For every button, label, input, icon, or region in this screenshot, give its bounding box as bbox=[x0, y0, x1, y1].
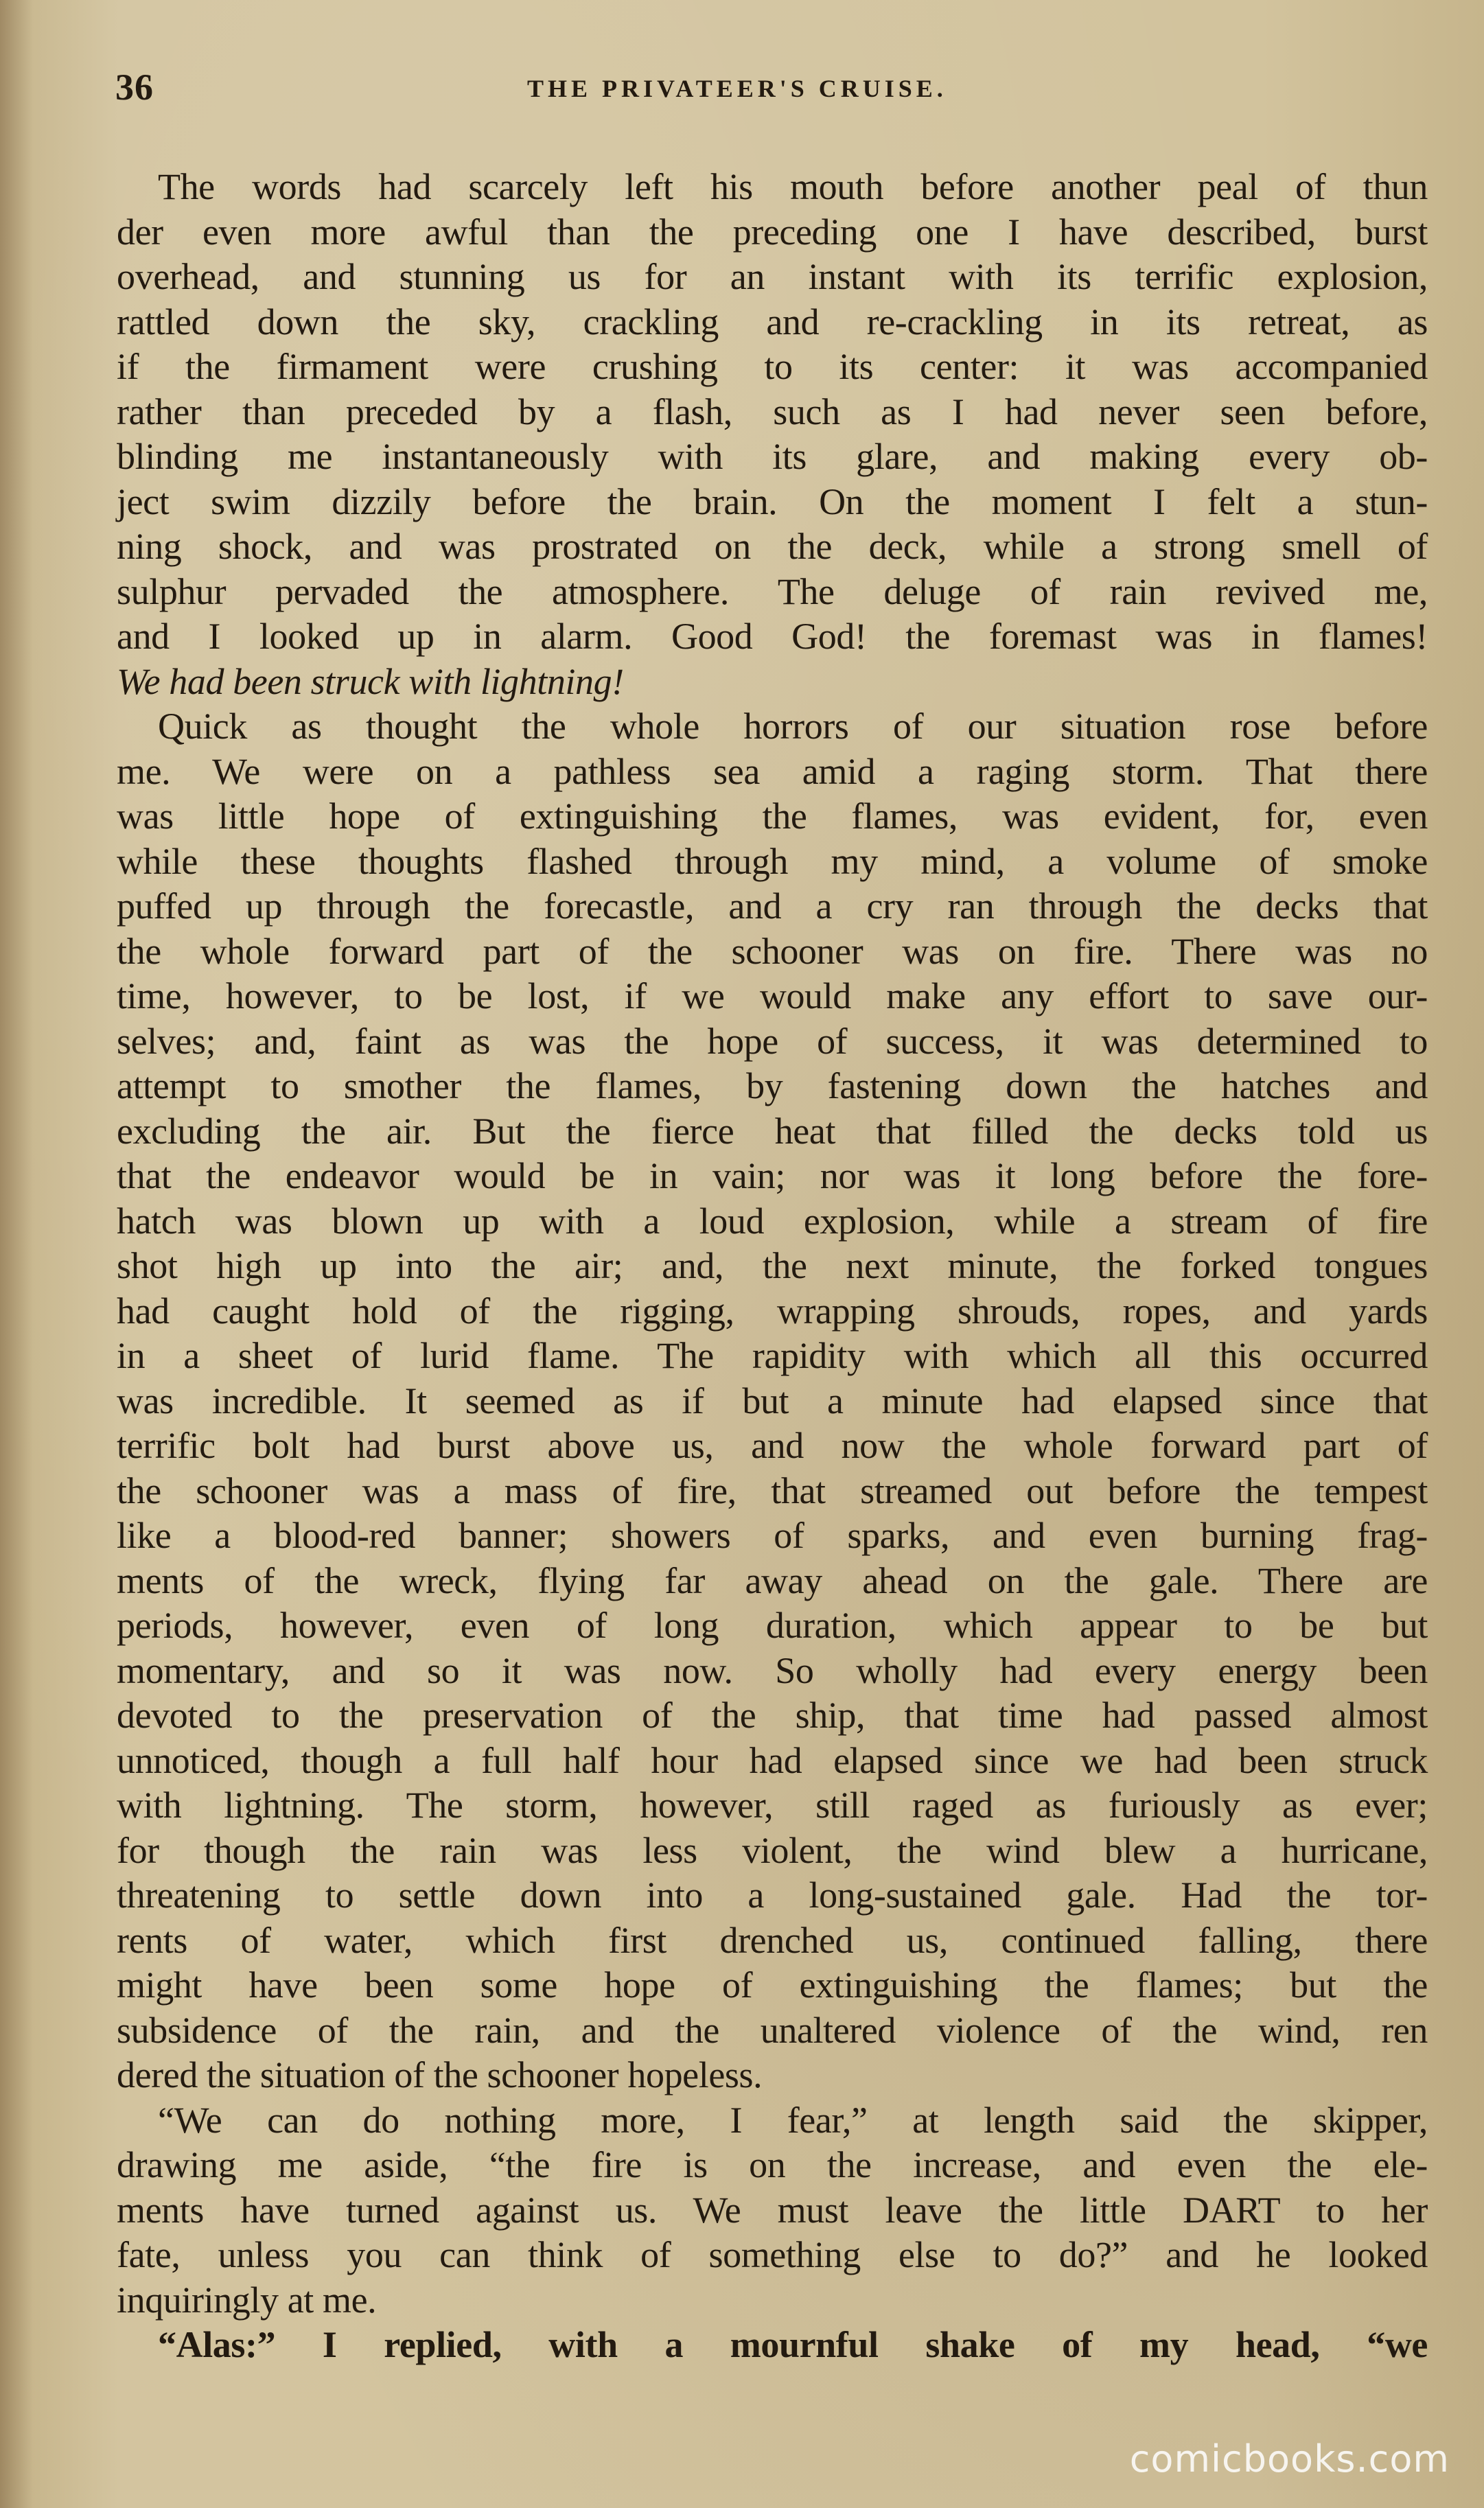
text-line: overhead, and stunning us for an instant with its terrific explosion, bbox=[117, 256, 1428, 297]
text-line: The words had scarcely left his mouth before another peal of thun bbox=[158, 166, 1428, 207]
text-line: blinding me instantaneously with its glare, and making every ob- bbox=[117, 436, 1428, 477]
text-line: ject swim dizzily before the brain. On the moment I felt a stun- bbox=[117, 480, 1428, 522]
text-line: periods, however, even of long duration, which appear to be but bbox=[117, 1605, 1428, 1646]
text-line: like a blood-red banner; showers of sparks, and even burning frag- bbox=[117, 1515, 1428, 1556]
text-line: We had been struck with lightning! bbox=[117, 660, 624, 702]
text-line: with lightning. The storm, however, still raged as furiously as ever; bbox=[117, 1785, 1428, 1826]
text-line: the schooner was a mass of fire, that streamed out before the tempest bbox=[117, 1470, 1428, 1511]
text-line: ning shock, and was prostrated on the deck, while a strong smell of bbox=[117, 526, 1428, 567]
text-line: shot high up into the air; and, the next minute, the forked tongues bbox=[117, 1245, 1428, 1286]
text-line: selves; and, faint as was the hope of success, it was determined to bbox=[117, 1020, 1428, 1062]
text-line: rather than preceded by a flash, such as I had never seen before, bbox=[117, 391, 1428, 432]
text-line: momentary, and so it was now. So wholly had every energy been bbox=[117, 1649, 1428, 1691]
text-line: excluding the air. But the fierce heat that filled the decks told us bbox=[117, 1110, 1428, 1152]
running-head bbox=[115, 66, 1443, 114]
text-line: in a sheet of lurid flame. The rapidity with which all this occurred bbox=[117, 1335, 1428, 1376]
text-line: ments have turned against us. We must leave the little DART to her bbox=[117, 2189, 1428, 2231]
text-line: ments of the wreck, flying far away ahead on the gale. There are bbox=[117, 1559, 1428, 1601]
text-line: attempt to smother the flames, by fastening down the hatches and bbox=[117, 1065, 1428, 1106]
text-line: fate, unless you can think of something else to do?” and he looked bbox=[117, 2234, 1428, 2275]
text-line: puffed up through the forecastle, and a cry ran through the decks that bbox=[117, 885, 1428, 927]
text-line: devoted to the preservation of the ship, that time had passed almost bbox=[117, 1695, 1428, 1736]
text-line: while these thoughts flashed through my mind, a volume of smoke bbox=[117, 840, 1428, 882]
text-line: Quick as thought the whole horrors of our situation rose before bbox=[158, 706, 1428, 747]
text-line: threatening to settle down into a long-sustained gale. Had the tor- bbox=[117, 1874, 1428, 1916]
text-line: der even more awful than the preceding one I have described, burst bbox=[117, 211, 1428, 253]
page-number: 36 bbox=[115, 67, 154, 108]
text-line: was little hope of extinguishing the flames, was evident, for, even bbox=[117, 796, 1428, 837]
text-line: “Alas:” I replied, with a mournful shake of my head, “we bbox=[158, 2324, 1428, 2365]
text-line: time, however, to be lost, if we would make any effort to save our- bbox=[117, 975, 1428, 1017]
text-line: terrific bolt had burst above us, and now the whole forward part of bbox=[117, 1425, 1428, 1466]
text-line: hatch was blown up with a loud explosion, while a stream of fire bbox=[117, 1200, 1428, 1242]
watermark: comicbooks.com bbox=[1129, 2437, 1450, 2481]
text-line: inquiringly at me. bbox=[117, 2279, 377, 2321]
text-line: rents of water, which first drenched us, continued falling, there bbox=[117, 1919, 1428, 1961]
running-title: THE PRIVATEER'S CRUISE. bbox=[527, 75, 947, 102]
text-line: the whole forward part of the schooner was on fire. There was no bbox=[117, 930, 1428, 972]
text-line: unnoticed, though a full half hour had elapsed since we had been struck bbox=[117, 1739, 1428, 1781]
text-line: and I looked up in alarm. Good God! the foremast was in flames! bbox=[117, 616, 1428, 657]
text-line: that the endeavor would be in vain; nor was it long before the fore- bbox=[117, 1155, 1428, 1196]
text-line: for though the rain was less violent, the wind blew a hurricane, bbox=[117, 1829, 1428, 1871]
text-line: if the firmament were crushing to its center: it was accompanied bbox=[117, 346, 1428, 387]
text-body bbox=[117, 165, 1428, 2368]
text-line: subsidence of the rain, and the unaltered violence of the wind, ren bbox=[117, 2009, 1428, 2051]
text-line: sulphur pervaded the atmosphere. The deluge of rain revived me, bbox=[117, 570, 1428, 612]
text-line: was incredible. It seemed as if but a minute had elapsed since that bbox=[117, 1380, 1428, 1421]
text-line: had caught hold of the rigging, wrapping shrouds, ropes, and yards bbox=[117, 1290, 1428, 1332]
text-line: rattled down the sky, crackling and re-crackling in its retreat, as bbox=[117, 301, 1428, 342]
text-line: me. We were on a pathless sea amid a raging storm. That there bbox=[117, 750, 1428, 792]
text-line: might have been some hope of extinguishing the flames; but the bbox=[117, 1964, 1428, 2006]
text-line: “We can do nothing more, I fear,” at length said the skipper, bbox=[158, 2099, 1428, 2141]
text-line: dered the situation of the schooner hopeless. bbox=[117, 2054, 763, 2095]
text-line: drawing me aside, “the fire is on the increase, and even the ele- bbox=[117, 2144, 1428, 2185]
